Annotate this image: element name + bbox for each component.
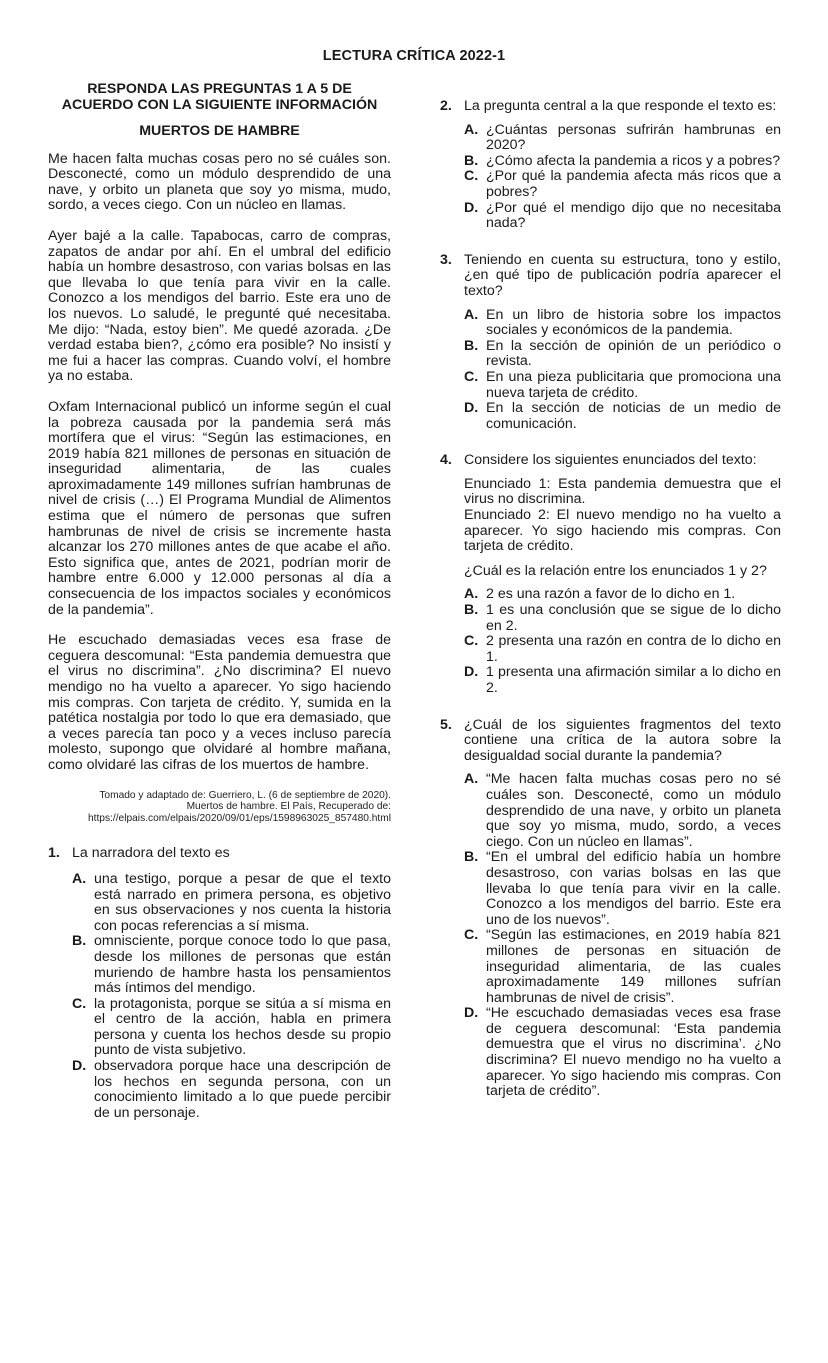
option-a[interactable] xyxy=(72,872,391,934)
instructions-line-2: ACUERDO CON LA SIGUIENTE INFORMACIÓN xyxy=(61,96,378,113)
story-paragraph: Oxfam Internacional publicó un informe según el cual la pobreza causada por la pandemia será más mortífera que el virus: “Según las estimaciones, en 2019 había 821 millones de personas en situación de inseguridad alimentaria, de las cuales aproximadamente 149 millones sufrían hambrunas de nivel de crisis (…) El Programa Mundial de Alimentos estima que el número de personas que sufren hambrunas de nivel de crisis se incremente hasta alcanzar los 270 millones antes de que acabe el año. Esto significa que, antes de 2021, podrían morir de hambre entre 6.000 y 12.000 personas al día a consecuencia de los impactos sociales y económicos de la pandemia”. xyxy=(48,398,391,618)
option-text: observadora porque hace una descripción de los hechos en segunda persona, con un conocimiento limitado a lo que puede percibir de un personaje. xyxy=(94,1058,391,1121)
question-number: 4. xyxy=(440,452,452,469)
question-2 xyxy=(440,99,781,232)
option-text: 1 es una conclusión que se sigue de lo dicho en 2. xyxy=(486,602,781,634)
answer-options xyxy=(464,587,781,696)
option-b[interactable] xyxy=(464,154,781,170)
option-letter: A. xyxy=(464,121,479,138)
option-letter: D. xyxy=(464,1005,479,1022)
statements xyxy=(464,477,781,555)
left-column xyxy=(48,82,391,1121)
option-a[interactable] xyxy=(464,308,781,339)
option-letter: B. xyxy=(72,933,87,950)
source-line: Muertos de hambre. El País, Recuperado de: xyxy=(186,801,391,813)
option-text: la protagonista, porque se sitúa a sí misma en el centro de la acción, habla en primera persona y cuenta los hechos desde su propio punto de vista subjetivo. xyxy=(94,995,391,1059)
option-c[interactable] xyxy=(464,928,781,1006)
option-c[interactable] xyxy=(464,169,781,200)
option-d[interactable] xyxy=(464,665,781,696)
option-text: ¿Cómo afecta la pandemia a ricos y a pobres? xyxy=(486,152,781,169)
question-number: 1. xyxy=(48,845,60,862)
question-3 xyxy=(440,253,781,433)
source-citation xyxy=(48,790,391,825)
question-text: La narradora del texto es xyxy=(72,845,230,862)
option-letter: B. xyxy=(464,849,479,866)
source-url: https://elpais.com/elpais/2020/09/01/eps/1598963025_857480.html xyxy=(87,812,391,824)
option-letter: B. xyxy=(464,602,479,619)
option-text: En una pieza publicitaria que promociona una nueva tarjeta de crédito. xyxy=(486,368,781,401)
question-4 xyxy=(440,453,781,696)
option-a[interactable] xyxy=(464,772,781,850)
option-letter: A. xyxy=(464,771,479,788)
option-text: “He escuchado demasiadas veces esa frase de ceguera descomunal: ‘Esta pandemia demuestra que el virus no discrimina’. ¿No discrimina? El nuevo mendigo no ha vuelto a aparecer. Yo sigo haciendo mis compras. Con tarjeta de crédito”. xyxy=(486,1005,781,1100)
option-letter: C. xyxy=(464,633,479,650)
question-text: Teniendo en cuenta su estructura, tono y estilo, ¿en qué tipo de publicación podría aparecer el texto? xyxy=(464,251,781,299)
option-c[interactable] xyxy=(464,370,781,401)
option-letter: C. xyxy=(72,995,87,1012)
option-letter: C. xyxy=(464,368,479,385)
option-text: “Según las estimaciones, en 2019 había 821 millones de personas en situación de inseguridad alimentaria, de las cuales aproximadamente 149 millones sufrían hambrunas de nivel de crisis”. xyxy=(486,927,781,1006)
question-5 xyxy=(440,718,781,1100)
option-text: “En el umbral del edificio había un hombre desastroso, con varias bolsas en las que llevaba lo que tenía para vivir en la calle. Conozco a los mendigos del barrio. Este era uno de los nuevos”. xyxy=(486,849,781,928)
option-letter: A. xyxy=(464,306,479,323)
answer-options xyxy=(464,123,781,232)
statement-1: Enunciado 1: Esta pandemia demuestra que el virus no discrimina. xyxy=(464,475,781,508)
question-number: 5. xyxy=(440,716,452,733)
story-title: MUERTOS DE HAMBRE xyxy=(139,123,300,139)
right-column xyxy=(440,99,781,1100)
option-c[interactable] xyxy=(464,634,781,665)
option-d[interactable] xyxy=(464,401,781,432)
option-a[interactable] xyxy=(464,587,781,603)
story-paragraph: Me hacen falta muchas cosas pero no sé cuáles son. Desconecté, como un módulo desprendido de una nave, y orbito un planeta que soy yo misma, mudo, sordo, a veces ciego. Con un núcleo en llamas. xyxy=(48,150,391,214)
question-number: 2. xyxy=(440,98,452,114)
option-letter: C. xyxy=(464,168,479,185)
question-text: ¿Cuál de los siguientes fragmentos del texto contiene una crítica de la autora sobre la desigualdad social durante la pandemia? xyxy=(464,716,781,764)
page-title: LECTURA CRÍTICA 2022-1 xyxy=(322,48,506,64)
option-letter: B. xyxy=(464,337,479,354)
statement-2: Enunciado 2: El nuevo mendigo no ha vuelto a aparecer. Yo sigo haciendo mis compras. Con tarjeta de crédito. xyxy=(464,507,781,555)
answer-options xyxy=(464,308,781,433)
option-b[interactable] xyxy=(464,339,781,370)
option-text: una testigo, porque a pesar de que el texto está narrado en primera persona, es objetivo en sus observaciones y nos cuenta la historia con pocas referencias a sí misma. xyxy=(94,870,391,934)
question-1 xyxy=(48,846,391,1121)
source-line: Tomado y adaptado de: Guerriero, L. (6 de septiembre de 2020). xyxy=(99,789,391,801)
option-letter: C. xyxy=(464,927,479,944)
option-d[interactable] xyxy=(464,201,781,232)
option-text: “Me hacen falta muchas cosas pero no sé cuáles son. Desconecté, como un módulo desprendido de una nave, y orbito un planeta que soy yo misma, mudo, sordo, a veces ciego. Con un núcleo en llamas”. xyxy=(486,771,781,850)
option-text: omnisciente, porque conoce todo lo que pasa, desde los millones de personas que están muriendo de hambre hasta los pensamientos más íntimos del mendigo. xyxy=(94,933,391,997)
question-number: 3. xyxy=(440,251,452,268)
option-letter: D. xyxy=(464,664,479,681)
option-text: ¿Por qué la pandemia afecta más ricos que a pobres? xyxy=(486,168,781,200)
option-text: En la sección de noticias de un medio de comunicación. xyxy=(486,400,781,432)
option-text: 2 es una razón a favor de lo dicho en 1. xyxy=(486,586,736,603)
option-d[interactable] xyxy=(72,1059,391,1121)
question-prompt: ¿Cuál es la relación entre los enunciados 1 y 2? xyxy=(464,562,767,579)
option-text: En un libro de historia sobre los impactos sociales y económicos de la pandemia. xyxy=(486,306,781,339)
story-paragraph: Ayer bajé a la calle. Tapabocas, carro de compras, zapatos de andar por ahí. En el umbral del edificio había un hombre desastroso, con varias bolsas en las que llevaba lo que tenía para vivir en la calle. Conozco a los mendigos del barrio. Este era uno de los nuevos. Lo saludé, le pregunté qué necesitaba. Me dijo: “Nada, estoy bien”. Me quedé azorada. ¿De verdad estaba bien?, ¿cómo era posible? No insistí y me fui a hacer las compras. Cuando volví, el hombre ya no estaba. xyxy=(48,227,391,385)
option-c[interactable] xyxy=(72,997,391,1059)
instructions-line-1: RESPONDA LAS PREGUNTAS 1 A 5 DE xyxy=(87,81,352,97)
option-b[interactable] xyxy=(464,850,781,928)
option-letter: B. xyxy=(464,152,479,169)
option-text: ¿Por qué el mendigo dijo que no necesitaba nada? xyxy=(486,199,781,232)
option-d[interactable] xyxy=(464,1006,781,1100)
option-text: 1 presenta una afirmación similar a lo dicho en 2. xyxy=(486,664,781,696)
option-letter: D. xyxy=(464,400,479,417)
option-letter: A. xyxy=(72,870,87,887)
question-text: Considere los siguientes enunciados del texto: xyxy=(464,452,757,469)
answer-options xyxy=(72,872,391,1122)
question-text: La pregunta central a la que responde el texto es: xyxy=(464,98,777,114)
option-text: En la sección de opinión de un periódico o revista. xyxy=(486,337,781,370)
option-text: ¿Cuántas personas sufrirán hambrunas en 2020? xyxy=(486,121,781,154)
option-a[interactable] xyxy=(464,123,781,154)
option-b[interactable] xyxy=(464,603,781,634)
answer-options xyxy=(464,772,781,1099)
option-letter: A. xyxy=(464,586,479,603)
option-letter: D. xyxy=(464,199,479,216)
story-paragraph: He escuchado demasiadas veces esa frase de ceguera descomunal: “Esta pandemia demuestra que el virus no discrimina”. ¿No discrimina? El nuevo mendigo no ha vuelto a aparecer. Yo sigo haciendo mis compras. Con tarjeta de crédito. Y, sumida en la patética nostalgia por todo lo que era demasiado, que a veces parecía tan poco y a veces incluso parecía molesto, supongo que olvidaré al hombre mañana, como olvidaré las cifras de los muertos de hambre. xyxy=(48,632,391,773)
option-letter: D. xyxy=(72,1058,87,1075)
option-b[interactable] xyxy=(72,934,391,996)
option-text: 2 presenta una razón en contra de lo dicho en 1. xyxy=(486,633,781,665)
